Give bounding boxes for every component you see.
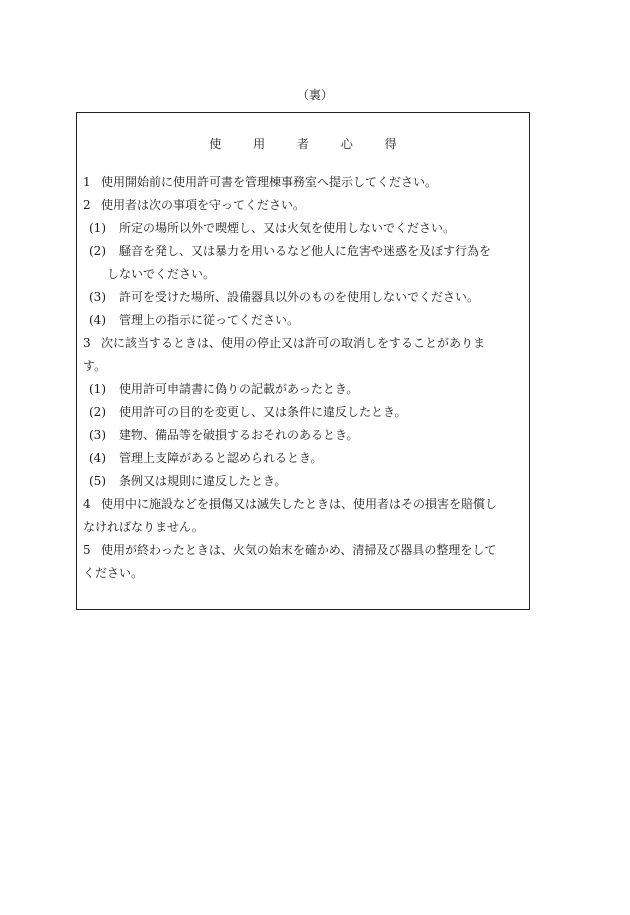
subitem-text: 騒音を発し、又は暴力を用いるなど他人に危害や迷惑を及ぼす行為を: [119, 244, 492, 258]
rule-number: 4: [83, 497, 91, 511]
rule-number: 1: [83, 175, 91, 189]
rule-subitem: [89, 288, 523, 305]
subitem-text: 許可を受けた場所、設備器具以外のものを使用しないでください。: [119, 290, 480, 304]
subitem-text: 使用許可の目的を変更し、又は条件に違反したとき。: [119, 405, 407, 419]
title-char: 用: [253, 137, 266, 151]
page-side-label: （裏）: [296, 88, 333, 102]
subitem-number: (4): [89, 451, 106, 465]
rule-item-3: [83, 334, 523, 351]
subitem-number: (2): [89, 244, 106, 258]
rule-number: 3: [83, 336, 91, 350]
subitem-text: 所定の場所以外で喫煙し、又は火気を使用しないでください。: [119, 221, 456, 235]
rule-subitem: [89, 242, 523, 259]
rule-item-1: [83, 173, 523, 190]
subitem-number: (1): [89, 221, 106, 235]
user-guidelines-box: [76, 112, 530, 610]
rule-subitem: [89, 380, 523, 397]
subitem-text: 管理上の指示に従ってください。: [119, 313, 300, 327]
title-char: 者: [296, 137, 309, 151]
subitem-text: 建物、備品等を破損するおそれのあるとき。: [119, 428, 359, 442]
title-char: 得: [384, 137, 397, 151]
guidelines-title: [77, 135, 529, 152]
rule-text: 使用中に施設などを損傷又は滅失したときは、使用者はその損害を賠償し: [101, 497, 498, 511]
rule-subitem: [89, 219, 523, 236]
rule-text: 使用が終わったときは、火気の始末を確かめ、清掃及び器具の整理をして: [101, 543, 497, 557]
rule-subitem: [89, 472, 523, 489]
rule-item-5: [83, 541, 523, 558]
rule-number: 5: [83, 543, 91, 557]
subitem-number: (1): [89, 382, 106, 396]
rule-continuation: す。: [83, 359, 107, 373]
subitem-number: (4): [89, 313, 106, 327]
rule-text: 使用者は次の事項を守ってください。: [101, 198, 306, 212]
subitem-continuation: しないでください。: [107, 267, 216, 281]
subitem-number: (3): [89, 290, 106, 304]
rule-text: 次に該当するときは、使用の停止又は許可の取消しをすることがありま: [101, 336, 486, 350]
subitem-text: 条例又は規則に違反したとき。: [119, 474, 287, 488]
rule-continuation: ください。: [83, 566, 144, 580]
rule-continuation: なければなりません。: [83, 520, 204, 534]
rule-subitem: [89, 449, 523, 466]
subitem-text: 使用許可申請書に偽りの記載があったとき。: [119, 382, 359, 396]
subitem-number: (2): [89, 405, 106, 419]
rule-item-4: [83, 495, 523, 512]
subitem-number: (3): [89, 428, 106, 442]
rule-subitem: [89, 403, 523, 420]
subitem-number: (5): [89, 474, 106, 488]
rule-item-2: [83, 196, 523, 213]
subitem-text: 管理上支障があると認められるとき。: [119, 451, 323, 465]
rule-number: 2: [83, 198, 91, 212]
rule-text: 使用開始前に使用許可書を管理棟事務室へ提示してください。: [101, 175, 438, 189]
title-char: 使: [209, 137, 222, 151]
rule-subitem: [89, 311, 523, 328]
title-char: 心: [340, 137, 353, 151]
rule-subitem: [89, 426, 523, 443]
